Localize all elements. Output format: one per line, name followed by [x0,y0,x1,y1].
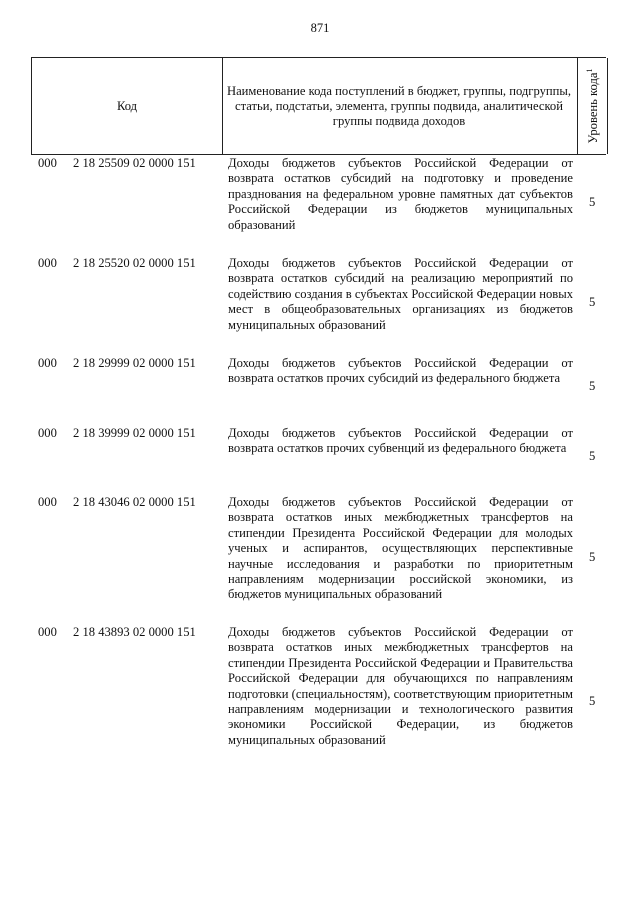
header-code-label: Код [116,98,138,113]
header-name-label: Наименование кода поступлений в бюджет, группы, подгруппы, статьи, подстатьи, элемента, группы подвида, аналитической группы подвида доходов [227,83,571,128]
header-name-cell [221,58,577,154]
table-row [31,253,606,353]
row-level: 5 [589,195,596,209]
row-prefix: 000 [38,625,57,639]
header-level-text: Уровень кода [585,72,600,144]
row-name: Доходы бюджетов субъектов Российской Федерации от возврата остатков иных межбюджетных трансфертов на стипендии Президента Российской Федерации для молодых ученых и аспирантов, осуществляющих перспективные научные исследования и разработки по приоритетным направлениям модернизации российской экономики, из бюджетов муниципальных образований [228,495,573,602]
row-name: Доходы бюджетов субъектов Российской Федерации от возврата остатков иных межбюджетных трансфертов на стипендии Президента Российской Федерации и Правительства Российской Федерации для обучающихся по направлениям подготовки (специальностям), соответствующим приоритетным направлениям модернизации и технологического развития экономики Российской Федерации, из бюджетов муниципальных образований [228,625,573,747]
row-name: Доходы бюджетов субъектов Российской Федерации от возврата остатков субсидий на подготовку и проведение празднования на федеральном уровне памятных дат субъектов Российской Федерации из бюджетов муниципальных образований [228,156,573,232]
row-prefix: 000 [38,495,57,509]
table-header [31,57,606,155]
row-code: 2 18 43893 02 0000 151 [73,625,196,639]
row-code: 2 18 25520 02 0000 151 [73,256,196,270]
row-prefix: 000 [38,256,57,270]
row-name: Доходы бюджетов субъектов Российской Федерации от возврата остатков прочих субсидий из федерального бюджета [228,356,573,386]
header-level-label [584,69,600,144]
table-row [31,492,606,622]
row-code: 2 18 43046 02 0000 151 [73,495,196,509]
row-prefix: 000 [38,156,57,170]
row-prefix: 000 [38,356,57,370]
table-body [31,153,606,772]
row-level: 5 [589,550,596,564]
row-level: 5 [589,694,596,708]
row-code: 2 18 25509 02 0000 151 [73,156,196,170]
table-row [31,353,606,423]
row-level: 5 [589,295,596,309]
row-name: Доходы бюджетов субъектов Российской Федерации от возврата остатков прочих субвенций из федерального бюджета [228,426,573,456]
row-level: 5 [589,379,596,393]
table-row [31,423,606,492]
row-name: Доходы бюджетов субъектов Российской Федерации от возврата остатков субсидий на реализацию мероприятий по содействию создания в субъектах Российской Федерации новых мест в общеобразовательных организациях из бюджетов муниципальных образований [228,256,573,332]
row-level: 5 [589,449,596,463]
row-code: 2 18 29999 02 0000 151 [73,356,196,370]
header-level-footnote: 1 [584,68,594,73]
table-row [31,153,606,253]
header-level-cell [577,58,608,154]
page-number: 871 [310,21,330,35]
header-code-cell [31,58,223,154]
row-prefix: 000 [38,426,57,440]
table-row [31,622,606,772]
row-code: 2 18 39999 02 0000 151 [73,426,196,440]
